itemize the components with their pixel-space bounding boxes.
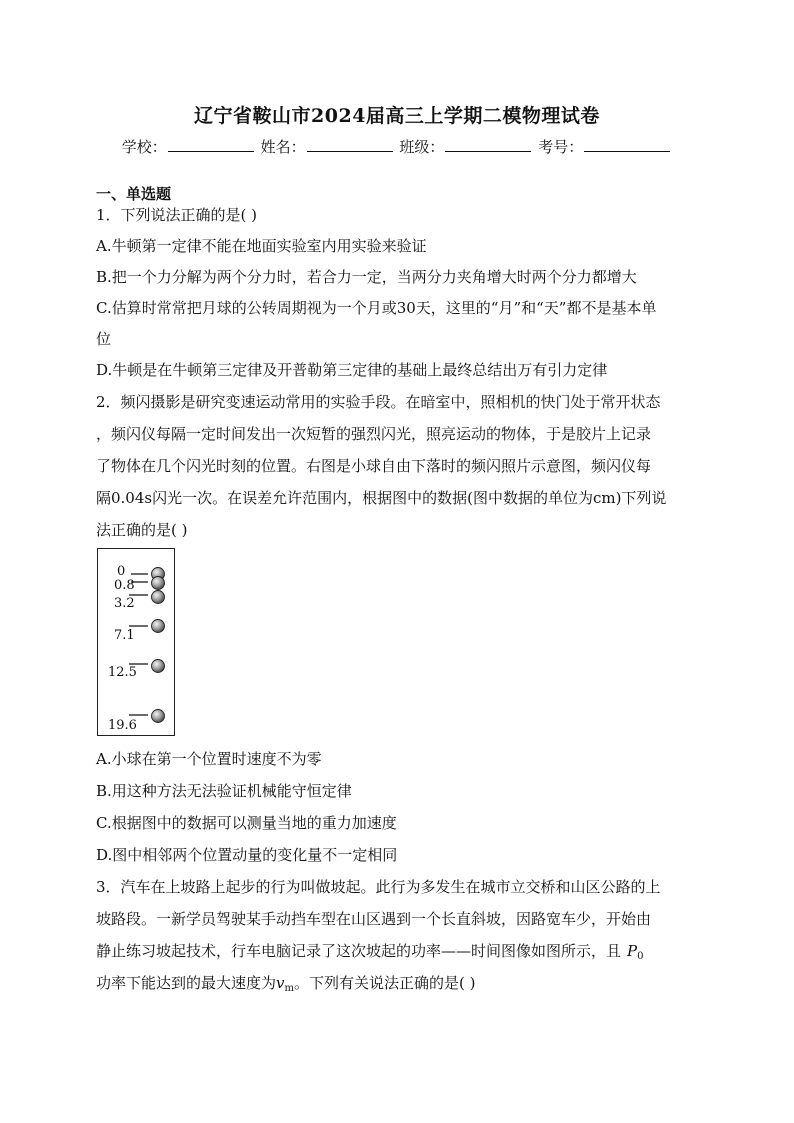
exam-number-blank [584,137,670,152]
figure-label-3-2: 3.2 [114,596,135,611]
q3-stem-line-4 [96,973,475,999]
section-heading: 一、单选题 [96,185,172,203]
q3-stem-line-4-pre: 功率下能达到的最大速度为 [96,974,277,992]
q1-option-c-cont: 位 [96,330,112,348]
q2-option-a: A.小球在第一个位置时速度不为零 [96,750,322,768]
figure-label-7-1: 7.1 [114,628,135,643]
q2-stem-line-5: 法正确的是( ) [96,521,188,539]
q3-stem-line-4-post: 。下列有关说法正确的是( ) [293,974,476,992]
ball-position-3 [152,620,165,633]
q1-option-d: D.牛顿是在牛顿第三定律及开普勒第三定律的基础上最终总结出万有引力定律 [96,361,608,379]
school-blank [168,137,254,152]
vm-symbol: $v_m$ [276,974,294,994]
q2-stem-line-4: 隔0.04s闪光一次。在误差允许范围内，根据图中的数据(图中数据的单位为cm)下列说 [96,489,667,507]
q1-option-c: C.估算时常常把月球的公转周期视为一个月或30天，这里的“月”和“天”都不是基本单 [96,299,657,317]
school-label: 学校： [121,138,167,156]
q2-stem-line-3: 了物体在几个闪光时刻的位置。右图是小球自由下落时的频闪照片示意图，频闪仪每 [96,457,652,475]
figure-label-0-8: 0.8 [114,578,135,593]
figure-label-12-5: 12.5 [108,665,137,680]
q2-option-b: B.用这种方法无法验证机械能守恒定律 [96,782,352,800]
exam-number-label: 考号： [538,138,584,156]
ball-position-4 [152,660,165,673]
ball-position-5 [152,710,165,723]
q2-stem-line-2: ，频闪仪每隔一定时间发出一次短暂的强烈闪光，照亮运动的物体，于是胶片上记录 [96,425,652,443]
class-label: 班级： [399,138,445,156]
figure-label-0: 0 [117,564,126,579]
q2-option-d: D.图中相邻两个位置动量的变化量不一定相同 [96,846,398,864]
strobe-photo-figure [97,548,175,736]
class-blank [445,137,531,152]
exam-title: 辽宁省鞍山市2024届高三上学期二模物理试卷 [194,105,600,127]
figure-label-19-6: 19.6 [108,718,137,733]
q3-stem-line-2: 坡路段。一新学员驾驶某手动挡车型在山区遇到一个长直斜坡，因路宽车少，开始由 [96,910,652,928]
p0-symbol: $P_0$ [627,942,644,962]
q1-stem: 1．下列说法正确的是( ) [96,206,258,224]
strobe-figure-drawing [98,549,176,737]
q3-stem-line-3-text: 静止练习坡起技术，行车电脑记录了这次坡起的功率——时间图像如图所示，且 [96,942,622,960]
q3-stem-line-1: 3．汽车在上坡路上起步的行为叫做坡起。此行为多发生在城市立交桥和山区公路的上 [96,878,661,896]
ball-position-2 [152,591,165,604]
q1-option-a: A.牛顿第一定律不能在地面实验室内用实验来验证 [96,237,427,255]
ball-position-1 [152,577,165,590]
q2-stem-line-1: 2．频闪摄影是研究变速运动常用的实验手段。在暗室中，照相机的快门处于常开状态 [96,393,661,411]
name-blank [307,137,393,152]
q3-stem-line-3 [96,941,643,967]
name-label: 姓名： [260,138,306,156]
student-info-row [0,136,794,157]
q1-option-b: B.把一个力分解为两个分力时，若合力一定，当两分力夹角增大时两个分力都增大 [96,268,637,286]
q2-option-c: C.根据图中的数据可以测量当地的重力加速度 [96,814,397,832]
